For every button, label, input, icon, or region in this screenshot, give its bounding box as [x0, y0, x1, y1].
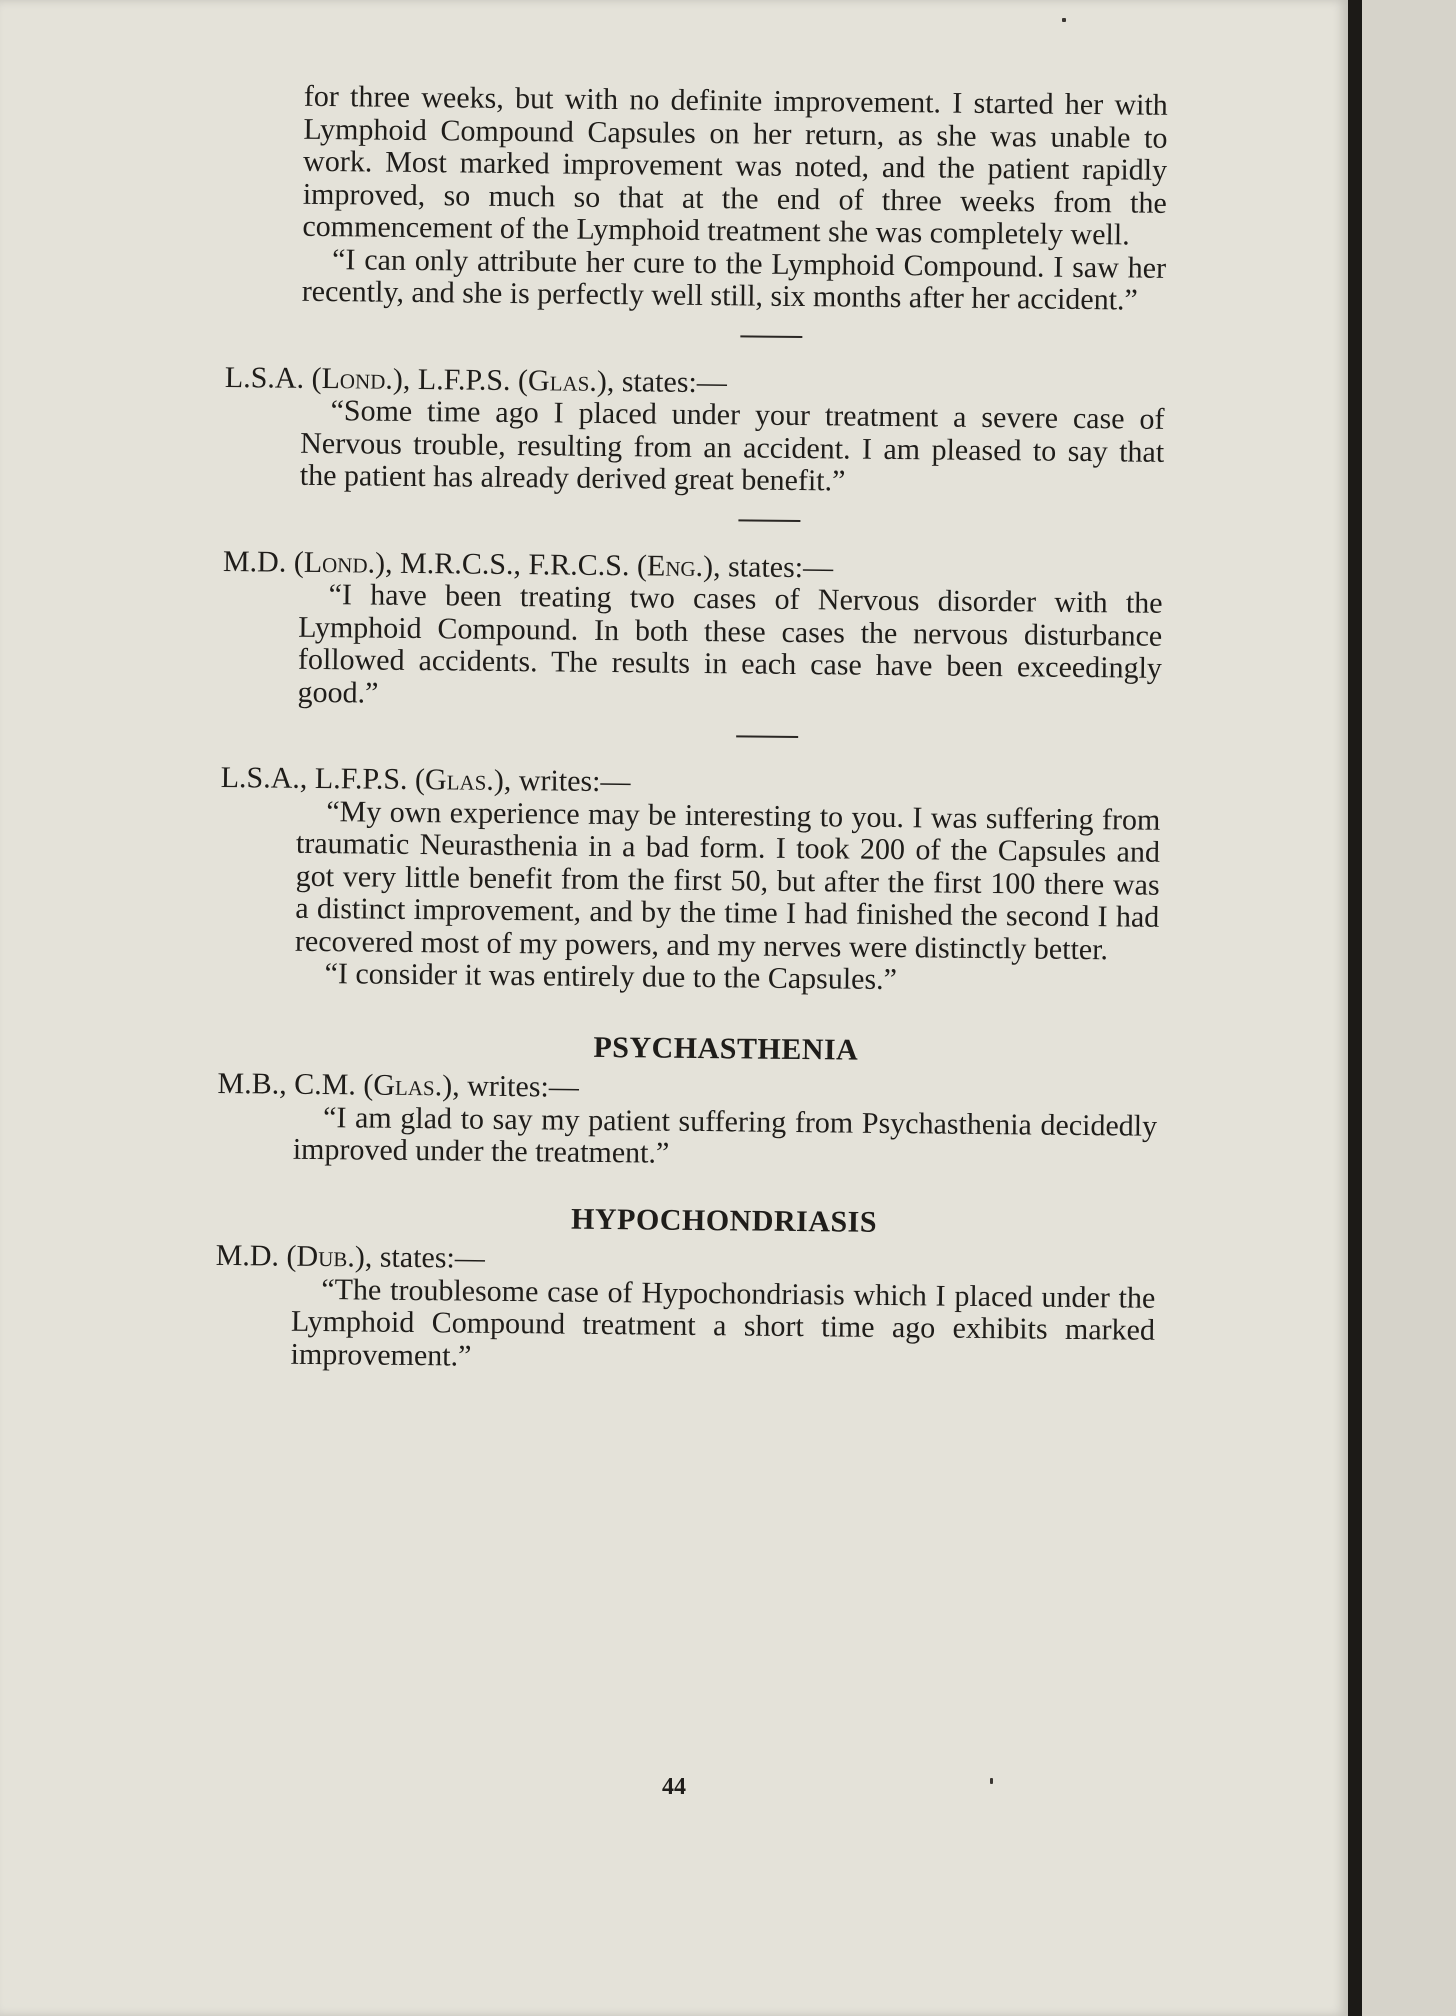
- testimonial-2-quote: “I have been treating two cases of Nervous disorder with the Lymphoid Compound. In both these cases the nervous disturbance followed accidents. The results in each case have been exceedingly good.”: [297, 578, 1163, 710]
- psychasthenia-quote: “I am glad to say my patient suffering from Psychasthenia decidedly improved under the treatment.”: [292, 1100, 1158, 1170]
- hypochondriasis-heading: HYPOCHONDRIASIS: [570, 1202, 878, 1239]
- page-number: 44: [662, 1774, 686, 1800]
- page-gutter-edge: [1348, 0, 1362, 2016]
- hypochondriasis-quote: “The troublesome case of Hypochondriasis which I placed under the Lymphoid Compound treatment a short time ago exhibits marked improvement.”: [290, 1272, 1156, 1373]
- facing-page-margin: [1362, 0, 1456, 2016]
- page-text-block: [214, 80, 1167, 1380]
- psychasthenia-heading: PSYCHASTHENIA: [593, 1030, 859, 1067]
- opening-quote: “I can only attribute her cure to the Lymphoid Compound. I saw her recently, and she is perfectly well still, six months after her accident.”: [301, 242, 1167, 317]
- section-divider: [736, 735, 798, 738]
- testimonial-3-byline: L.S.A., L.F.P.S. (Glas.), writes:—: [220, 760, 631, 799]
- paper-speck: [990, 1778, 993, 1784]
- testimonial-2-byline: M.D. (Lond.), M.R.C.S., F.R.C.S. (Eng.), states:—: [222, 544, 834, 584]
- testimonial-3-quote-2: “I consider it was entirely due to the Capsules.”: [324, 957, 898, 997]
- section-divider: [738, 519, 800, 522]
- testimonial-3-quote: “My own experience may be interesting to you. I was suffering from traumatic Neurasthenia in a bad form. I took 200 of the Capsules and got very little benefit from the first 50, but after the first 100 there was a distinct improvement, and by the time I had finished the second I had recovered most of my powers, and my nerves were distinctly better.: [294, 794, 1161, 966]
- opening-paragraph: for three weeks, but with no definite improvement. I started her with Lymphoid Compound Capsules on her return, as she was unable to work. Most marked improvement was noted, and the patient rapidly improved, so much so that at the end of three weeks from the commencement of the Lymphoid treatment she was completely well.: [302, 79, 1168, 252]
- testimonial-1-quote: “Some time ago I placed under your treatment a severe case of Nervous trouble, resulting from an accident. I am pleased to say that the patient has already derived great benefit.”: [299, 394, 1165, 498]
- hypochondriasis-byline: M.D. (Dub.), states:—: [215, 1238, 486, 1275]
- paper-speck: [1062, 18, 1066, 22]
- section-divider: [740, 335, 802, 338]
- testimonial-1-byline: L.S.A. (Lond.), L.F.P.S. (Glas.), states:—: [224, 360, 728, 399]
- psychasthenia-byline: M.B., C.M. (Glas.), writes:—: [217, 1066, 579, 1104]
